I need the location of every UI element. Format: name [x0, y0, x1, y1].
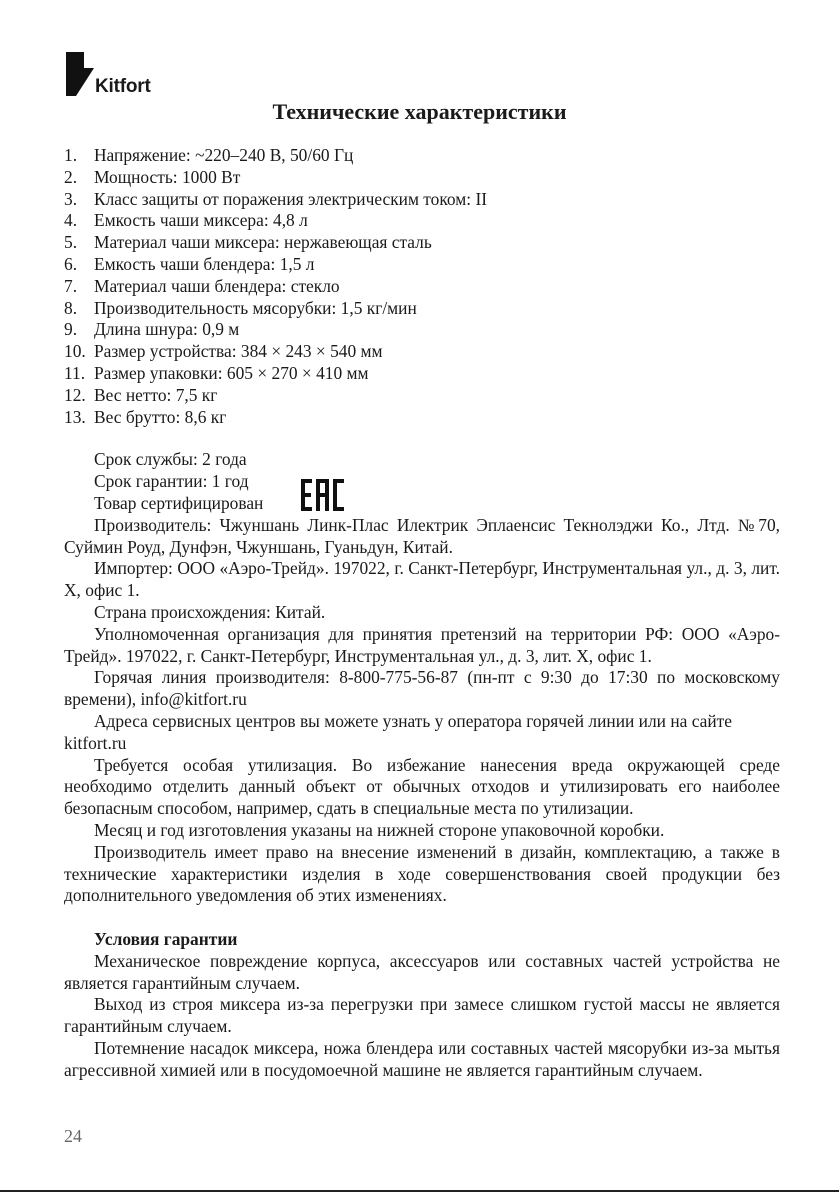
- spec-number: 4.: [64, 210, 78, 231]
- spec-item: [64, 341, 780, 363]
- page-number: 24: [64, 1126, 82, 1146]
- warranty-paragraph: Потемнение насадок миксера, ножа блендера или составных частей мясорубки из-за мытья агрессивной химией или в посудомоечной машине не является гарантийным случаем.: [64, 1038, 780, 1080]
- spec-number: 13.: [64, 406, 86, 427]
- spec-text: Емкость чаши миксера: 4,8 л: [94, 210, 308, 231]
- authorized-organization: Уполномоченная организация для принятия претензий на территории РФ: ООО «Аэро-Трейд». 197022, г. Санкт-Петербург, Инструментальная ул., д. 3, лит. Х, офис 1.: [64, 623, 780, 666]
- warranty-paragraph: Механическое повреждение корпуса, аксессуаров или составных частей устройства не является гарантийным случаем.: [64, 950, 780, 993]
- spec-text: Материал чаши миксера: нержавеющая сталь: [94, 232, 432, 253]
- service-centers: Адреса сервисных центров вы можете узнать у оператора горячей линии или на сайте kitfort.ru: [64, 710, 732, 753]
- country-of-origin: Страна происхождения: Китай.: [94, 601, 326, 622]
- hotline-info: Горячая линия производителя: 8-800-775-56-87 (пн-пт с 9:30 до 17:30 по московскому времени), info@kitfort.ru: [64, 667, 780, 710]
- spec-number: 2.: [64, 166, 78, 187]
- spec-number: 7.: [64, 275, 78, 296]
- spec-number: 9.: [64, 319, 78, 340]
- certified-text: Товар сертифицирован: [94, 492, 264, 513]
- spec-text: Длина шнура: 0,9 м: [94, 319, 240, 340]
- spec-text: Класс защиты от поражения электрическим током: II: [94, 188, 488, 209]
- disposal-info: Требуется особая утилизация. Во избежание нанесения вреда окружающей среде необходимо отделить данный объект от обычных отходов и утилизировать его наиболее безопасным способом, например, сдать в специальные места по утилизации.: [64, 754, 780, 819]
- certification-row: [64, 493, 780, 515]
- importer-info: Импортер: ООО «Аэро-Трейд». 197022, г. Санкт-Петербург, Инструментальная ул., д. 3, лит. Х, офис 1.: [64, 558, 780, 601]
- spec-text: Вес брутто: 8,6 кг: [94, 406, 227, 427]
- spec-item: [64, 385, 780, 407]
- spec-number: 6.: [64, 253, 78, 274]
- spec-item: [64, 363, 780, 385]
- spec-item: [64, 298, 780, 320]
- warranty-period: Срок гарантии: 1 год: [94, 471, 249, 492]
- spec-number: 5.: [64, 232, 78, 253]
- spec-text: Производительность мясорубки: 1,5 кг/мин: [94, 297, 417, 318]
- spec-text: Материал чаши блендера: стекло: [94, 275, 340, 296]
- page-title: Технические характеристики: [272, 99, 567, 124]
- spec-item: [64, 232, 780, 254]
- spec-item: [64, 210, 780, 232]
- spec-number: 1.: [64, 145, 78, 165]
- document-body: [64, 145, 780, 1082]
- spec-number: 8.: [64, 297, 78, 318]
- spec-item: [64, 407, 780, 429]
- spec-text: Размер упаковки: 605 × 270 × 410 мм: [94, 362, 369, 383]
- bottom-rule: [0, 1190, 839, 1192]
- spec-number: 11.: [64, 362, 86, 383]
- brand-name: Kitfort: [95, 76, 151, 97]
- eac-mark-icon: [301, 478, 345, 512]
- changes-notice: Производитель имеет право на внесение изменений в дизайн, комплектацию, а также в технические характеристики изделия в ходе совершенствования своей продукции без дополнительного уведомления об этих изменениях.: [64, 841, 780, 906]
- kitfort-logo-icon: [64, 48, 98, 98]
- spec-list: [64, 145, 780, 428]
- spec-number: 3.: [64, 188, 78, 209]
- spec-text: Размер устройства: 384 × 243 × 540 мм: [94, 341, 383, 362]
- spec-item: [64, 254, 780, 276]
- manufacturer-info: Производитель: Чжуншань Линк-Плас Илектрик Эплаенсис Текнолэджи Ко., Лтд. №70, Суймин Роуд, Дунфэн, Чжуншань, Гуаньдун, Китай.: [64, 514, 780, 557]
- spec-item: [64, 145, 780, 167]
- manufacture-date-info: Месяц и год изготовления указаны на нижней стороне упаковочной коробки.: [94, 819, 665, 840]
- spec-text: Емкость чаши блендера: 1,5 л: [94, 253, 315, 274]
- spec-number: 10.: [64, 341, 86, 362]
- warranty-heading: Условия гарантии: [94, 929, 238, 950]
- spec-item: [64, 276, 780, 298]
- spec-item: [64, 189, 780, 211]
- spec-number: 12.: [64, 384, 86, 405]
- spec-text: Вес нетто: 7,5 кг: [94, 384, 218, 405]
- spec-item: [64, 167, 780, 189]
- warranty-paragraph: Выход из строя миксера из-за перегрузки при замесе слишком густой массы не является гарантийным случаем.: [64, 994, 780, 1037]
- spec-text: Мощность: 1000 Вт: [94, 166, 241, 187]
- spec-text: Напряжение: ~220–240 В, 50/60 Гц: [94, 145, 354, 165]
- spec-item: [64, 319, 780, 341]
- brand-logo: [64, 48, 174, 100]
- service-life: Срок службы: 2 года: [94, 449, 247, 470]
